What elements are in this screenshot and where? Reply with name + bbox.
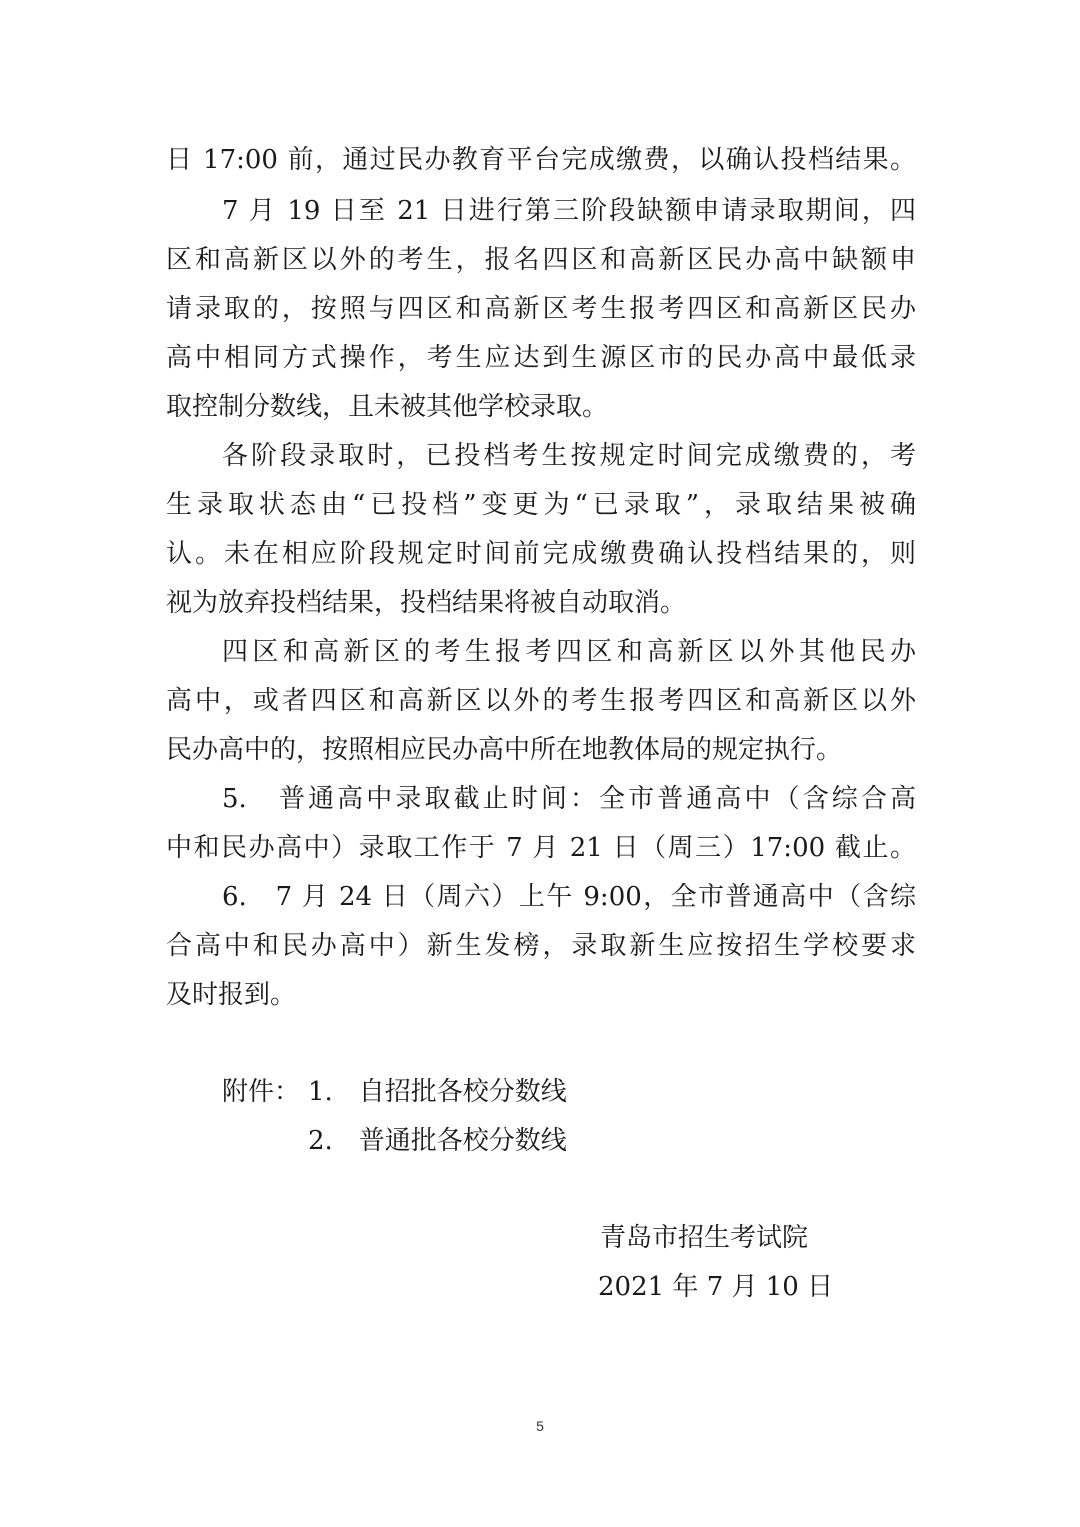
body-line-2: 7 月 19 日至 21 日进行第三阶段缺额申请录取期间，四: [222, 196, 916, 226]
signature-date: 2021 年 7 月 10 日: [598, 1272, 834, 1302]
attachment-item-2: 2. 普通批各校分数线: [308, 1126, 567, 1156]
body-line-12: 高中，或者四区和高新区以外的考生报考四区和高新区以外: [166, 686, 916, 716]
body-line-4: 请录取的，按照与四区和高新区考生报考四区和高新区民办: [166, 294, 916, 324]
attachment-item-1: 1. 自招批各校分数线: [308, 1077, 567, 1107]
body-line-10: 视为放弃投档结果，投档结果将被自动取消。: [166, 588, 687, 618]
body-line-16: 6. 7 月 24 日（周六）上午 9:00，全市普通高中（含综: [222, 882, 916, 912]
attachments-label: 附件：: [222, 1077, 301, 1107]
body-line-13: 民办高中的，按照相应民办高中所在地教体局的规定执行。: [166, 735, 843, 765]
body-line-3: 区和高新区以外的考生，报名四区和高新区民办高中缺额申: [166, 245, 916, 275]
body-line-15: 中和民办高中）录取工作于 7 月 21 日（周三）17:00 截止。: [166, 833, 916, 863]
body-line-11: 四区和高新区的考生报考四区和高新区以外其他民办: [222, 637, 916, 667]
signature-organization: 青岛市招生考试院: [600, 1223, 809, 1253]
body-line-1: 日 17:00 前，通过民办教育平台完成缴费，以确认投档结果。: [166, 145, 916, 175]
body-line-9: 认。未在相应阶段规定时间前完成缴费确认投档结果的，则: [166, 539, 916, 569]
page-number: 5: [536, 1418, 544, 1434]
body-line-6: 取控制分数线，且未被其他学校录取。: [166, 392, 609, 422]
body-line-14: 5. 普通高中录取截止时间：全市普通高中（含综合高: [222, 784, 916, 814]
body-line-5: 高中相同方式操作，考生应达到生源区市的民办高中最低录: [166, 343, 916, 373]
body-line-8: 生录取状态由“已投档”变更为“已录取”，录取结果被确: [166, 490, 916, 520]
body-line-7: 各阶段录取时，已投档考生按规定时间完成缴费的，考: [222, 441, 916, 471]
body-line-18: 及时报到。: [166, 980, 297, 1010]
body-line-17: 合高中和民办高中）新生发榜，录取新生应按招生学校要求: [166, 931, 916, 961]
